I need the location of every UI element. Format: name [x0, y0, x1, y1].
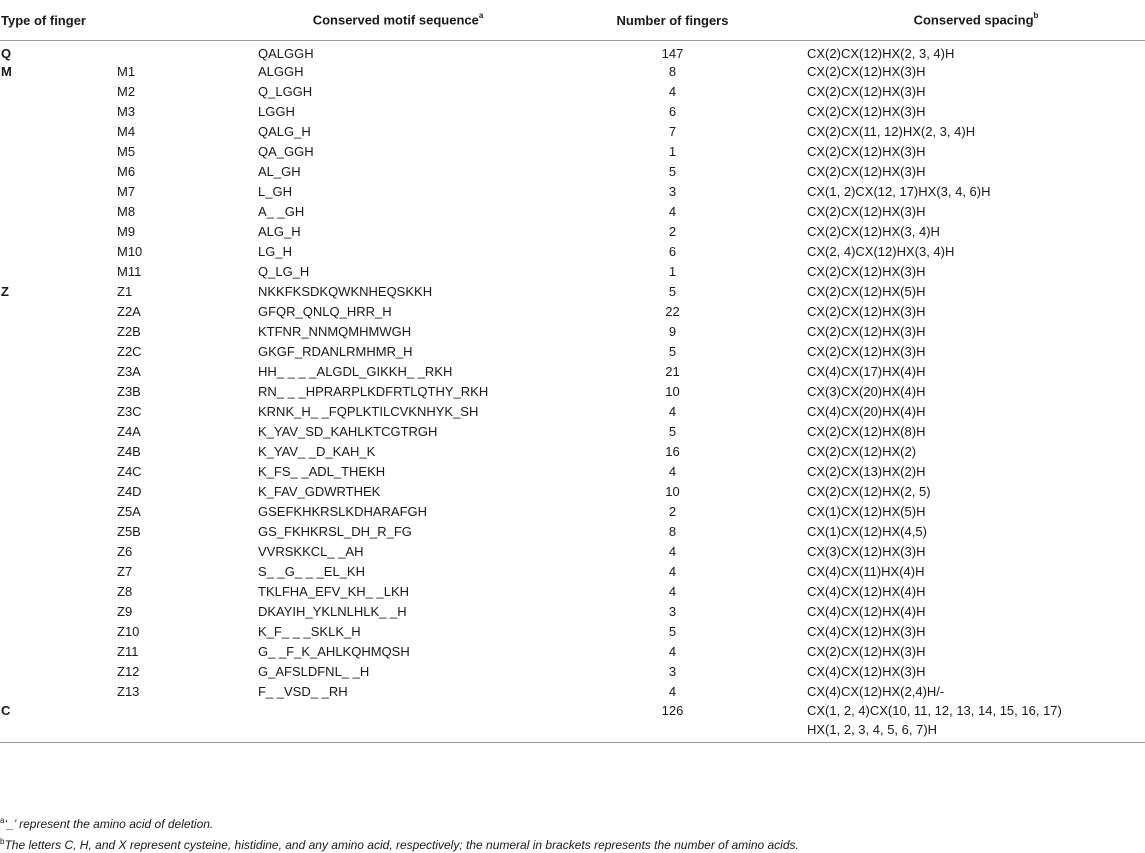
table-row — [0, 441, 1145, 461]
conserved-spacing-cell: CX(1)CX(12)HX(5)H — [807, 503, 926, 519]
number-of-fingers-cell: 21 — [665, 363, 680, 379]
finger-type-cell: M — [1, 63, 12, 79]
finger-type-cell — [0, 201, 117, 221]
conserved-spacing-cell: CX(2, 4)CX(12)HX(3, 4)H — [807, 243, 955, 259]
table-row — [0, 341, 1145, 361]
conserved-spacing-cell: CX(2)CX(11, 12)HX(2, 3, 4)H — [807, 123, 976, 139]
number-of-fingers-cell: 22 — [665, 303, 680, 319]
finger-subtype-cell — [117, 41, 258, 62]
finger-subtype-cell: M7 — [117, 183, 136, 199]
conserved-spacing-cell: CX(4)CX(12)HX(3)H — [807, 623, 926, 639]
conserved-spacing-cell: CX(2)CX(12)HX(3)H — [807, 203, 926, 219]
conserved-spacing-cell: CX(2)CX(12)HX(2, 5) — [807, 483, 931, 499]
table-row — [0, 241, 1145, 261]
conserved-spacing-cell: CX(2)CX(13)HX(2)H — [807, 463, 926, 479]
finger-type-cell — [0, 181, 117, 201]
conserved-spacing-cell: CX(2)CX(12)HX(2) — [807, 443, 917, 459]
motif-sequence-cell: Q_LGGH — [258, 83, 313, 99]
finger-type-cell — [0, 361, 117, 381]
footnote-b-text: The letters C, H, and X represent cysteine, histidine, and any amino acid, respectively; the numeral in brackets represents the number of amino acids. — [4, 838, 799, 852]
finger-type-cell — [0, 441, 117, 461]
finger-type-cell — [0, 341, 117, 361]
motif-sequence-cell: QA_GGH — [258, 143, 314, 159]
finger-subtype-cell: M3 — [117, 103, 136, 119]
finger-subtype-cell: Z3B — [117, 383, 141, 399]
finger-subtype-cell: Z4D — [117, 483, 142, 499]
finger-type-cell — [0, 261, 117, 281]
finger-type-cell — [0, 421, 117, 441]
number-of-fingers-cell: 5 — [668, 623, 677, 639]
number-of-fingers-cell: 4 — [668, 583, 677, 599]
motif-sequence-cell: Q_LG_H — [258, 263, 310, 279]
number-of-fingers-cell: 4 — [668, 643, 677, 659]
finger-type-cell — [0, 661, 117, 681]
finger-subtype-cell: M8 — [117, 203, 136, 219]
table-row — [0, 261, 1145, 281]
number-of-fingers-cell: 7 — [668, 123, 677, 139]
conserved-spacing-cell: CX(2)CX(12)HX(3)H — [807, 323, 926, 339]
finger-type-cell — [0, 681, 117, 701]
table-row — [0, 701, 1145, 720]
conserved-spacing-cell-line1: CX(1, 2, 4)CX(10, 11, 12, 13, 14, 15, 16, 17) — [807, 703, 1062, 718]
motif-sequence-cell: QALGGH — [258, 46, 314, 61]
finger-subtype-cell: M6 — [117, 163, 136, 179]
finger-subtype-cell: M2 — [117, 83, 136, 99]
table-row — [0, 521, 1145, 541]
table-row — [0, 561, 1145, 581]
table-row — [0, 681, 1145, 701]
motif-sequence-cell: AL_GH — [258, 163, 301, 179]
number-of-fingers-cell: 6 — [668, 103, 677, 119]
conserved-spacing-cell: CX(3)CX(20)HX(4)H — [807, 383, 926, 399]
footnote-a — [0, 816, 213, 831]
number-of-fingers-cell: 16 — [665, 443, 680, 459]
conserved-spacing-cell: CX(2)CX(12)HX(5)H — [807, 283, 926, 299]
finger-subtype-cell: Z4C — [117, 463, 142, 479]
table-row — [0, 141, 1145, 161]
finger-type-cell: Q — [1, 46, 12, 61]
number-of-fingers-cell: 4 — [668, 563, 677, 579]
conserved-spacing-cell: CX(3)CX(12)HX(3)H — [807, 543, 926, 559]
motif-sequence-cell: GSEFKHKRSLKDHARAFGH — [258, 503, 428, 519]
motif-sequence-cell: RN_ _ _HPRARPLKDFRTLQTHY_RKH — [258, 383, 489, 399]
finger-subtype-cell — [117, 701, 258, 720]
header-spacer — [117, 0, 258, 41]
table-row — [0, 121, 1145, 141]
motif-sequence-cell: QALG_H — [258, 123, 311, 139]
conserved-spacing-cell: CX(2)CX(12)HX(3)H — [807, 643, 926, 659]
motif-sequence-cell: F_ _VSD_ _RH — [258, 683, 348, 699]
table-row — [0, 641, 1145, 661]
number-of-fingers-cell: 5 — [668, 283, 677, 299]
conserved-spacing-cell: CX(4)CX(12)HX(4)H — [807, 603, 926, 619]
conserved-spacing-cell: CX(1, 2)CX(12, 17)HX(3, 4, 6)H — [807, 183, 991, 199]
finger-type-cell: C — [1, 703, 11, 718]
finger-subtype-cell: Z6 — [117, 543, 133, 559]
conserved-spacing-cell: CX(4)CX(12)HX(2,4)H/- — [807, 683, 945, 699]
conserved-spacing-cell-line2: HX(1, 2, 3, 4, 5, 6, 7)H — [807, 720, 1145, 743]
number-of-fingers-cell: 5 — [668, 423, 677, 439]
empty-cell — [258, 720, 538, 743]
finger-type-cell — [0, 561, 117, 581]
finger-subtype-cell: Z5B — [117, 523, 141, 539]
motif-sequence-cell: K_FAV_GDWRTHEK — [258, 483, 381, 499]
motif-sequence-cell: KTFNR_NNMQMHMWGH — [258, 323, 412, 339]
header-number-of-fingers: Number of fingers — [538, 0, 807, 41]
empty-cell — [538, 720, 807, 743]
finger-subtype-cell: M9 — [117, 223, 136, 239]
conserved-spacing-cell: CX(2)CX(12)HX(8)H — [807, 423, 926, 439]
finger-type-cell — [0, 481, 117, 501]
finger-subtype-cell: Z3A — [117, 363, 141, 379]
footnote-ref-b: b — [1033, 11, 1039, 21]
header-conserved-spacing: Conserved spacing$^b$ — [807, 0, 1145, 41]
finger-type-cell — [0, 641, 117, 661]
motif-sequence-cell: TKLFHA_EFV_KH_ _LKH — [258, 583, 410, 599]
motif-sequence-cell: KRNK_H_ _FQPLKTILCVKNHYK_SH — [258, 403, 479, 419]
conserved-spacing-cell: CX(2)CX(12)HX(3)H — [807, 63, 926, 79]
finger-subtype-cell: Z8 — [117, 583, 133, 599]
conserved-spacing-cell: CX(2)CX(12)HX(3)H — [807, 343, 926, 359]
number-of-fingers-cell: 10 — [665, 483, 680, 499]
number-of-fingers-cell: 10 — [665, 383, 680, 399]
table-row — [0, 321, 1145, 341]
table-body — [0, 41, 1145, 743]
finger-type-cell — [0, 381, 117, 401]
footnote-a-text: ‘_’ represent the amino acid of deletion. — [4, 817, 214, 831]
finger-type-cell — [0, 141, 117, 161]
motif-sequence-cell: ALGGH — [258, 63, 304, 79]
motif-sequence-cell: K_YAV_SD_KAHLKTCGTRGH — [258, 423, 438, 439]
finger-type-cell — [0, 81, 117, 101]
table-row — [0, 101, 1145, 121]
header-conserved-motif: Conserved motif sequence$^a$ — [258, 0, 538, 41]
finger-subtype-cell: Z7 — [117, 563, 133, 579]
finger-type-cell — [0, 541, 117, 561]
motif-sequence-cell: HH_ _ _ _ALGDL_GIKKH_ _RKH — [258, 363, 453, 379]
footnote-a-mark: a — [0, 816, 5, 825]
motif-sequence-cell: G_AFSLDFNL_ _H — [258, 663, 370, 679]
finger-subtype-cell: Z9 — [117, 603, 133, 619]
number-of-fingers-cell: 3 — [668, 663, 677, 679]
footnote-b — [0, 837, 799, 852]
conserved-spacing-cell: CX(4)CX(12)HX(4)H — [807, 583, 926, 599]
finger-subtype-cell: Z11 — [117, 643, 139, 659]
table-row — [0, 201, 1145, 221]
table-row — [0, 221, 1145, 241]
finger-subtype-cell: Z4B — [117, 443, 141, 459]
finger-subtype-cell: M5 — [117, 143, 136, 159]
number-of-fingers-cell: 8 — [668, 523, 677, 539]
footnote-ref-a: a — [478, 11, 484, 21]
conserved-spacing-cell: CX(4)CX(12)HX(3)H — [807, 663, 926, 679]
finger-subtype-cell: M11 — [117, 263, 142, 279]
number-of-fingers-cell: 1 — [668, 143, 677, 159]
finger-subtype-cell: Z2C — [117, 343, 142, 359]
table-row — [0, 481, 1145, 501]
motif-sequence-cell: LGGH — [258, 103, 295, 119]
motif-sequence-cell: GS_FKHKRSL_DH_R_FG — [258, 523, 412, 539]
number-of-fingers-cell: 4 — [668, 83, 677, 99]
number-of-fingers-cell: 5 — [668, 343, 677, 359]
motif-sequence-cell: K_YAV_ _D_KAH_K — [258, 443, 376, 459]
table-row — [0, 421, 1145, 441]
table-row — [0, 401, 1145, 421]
finger-subtype-cell: Z13 — [117, 683, 140, 699]
table-row — [0, 621, 1145, 641]
number-of-fingers-cell: 4 — [668, 543, 677, 559]
motif-sequence-cell: NKKFKSDKQWKNHEQSKKH — [258, 283, 433, 299]
table-row — [0, 61, 1145, 81]
number-of-fingers-cell: 126 — [661, 703, 684, 718]
finger-type-cell — [0, 301, 117, 321]
motif-sequence-cell: LG_H — [258, 243, 292, 259]
number-of-fingers-cell: 9 — [668, 323, 677, 339]
finger-subtype-cell: M10 — [117, 243, 143, 259]
conserved-spacing-cell: CX(1)CX(12)HX(4,5) — [807, 523, 927, 539]
motif-sequence-cell: K_FS_ _ADL_THEKH — [258, 463, 386, 479]
table-row-continuation — [0, 720, 1145, 743]
motif-sequence-cell: VVRSKKCL_ _AH — [258, 543, 364, 559]
conserved-spacing-cell: CX(2)CX(12)HX(3)H — [807, 303, 926, 319]
finger-type-cell — [0, 401, 117, 421]
table-row — [0, 381, 1145, 401]
table-row — [0, 41, 1145, 62]
finger-type-cell — [0, 161, 117, 181]
finger-subtype-cell: Z12 — [117, 663, 140, 679]
finger-type-cell — [0, 321, 117, 341]
table-row — [0, 501, 1145, 521]
finger-type-cell — [0, 461, 117, 481]
finger-subtype-cell: Z1 — [117, 283, 133, 299]
number-of-fingers-cell: 2 — [668, 223, 677, 239]
finger-subtype-cell: Z2B — [117, 323, 141, 339]
finger-type-cell — [0, 581, 117, 601]
finger-type-cell: Z — [1, 283, 9, 299]
table-row — [0, 181, 1145, 201]
empty-cell — [0, 720, 117, 743]
conserved-spacing-cell: CX(4)CX(17)HX(4)H — [807, 363, 926, 379]
motif-sequence-cell: GKGF_RDANLRMHMR_H — [258, 343, 413, 359]
number-of-fingers-cell: 6 — [668, 243, 677, 259]
number-of-fingers-cell: 3 — [668, 183, 677, 199]
finger-subtype-cell: Z10 — [117, 623, 140, 639]
table-row — [0, 301, 1145, 321]
table-row — [0, 161, 1145, 181]
number-of-fingers-cell: 147 — [661, 46, 684, 61]
number-of-fingers-cell: 1 — [668, 263, 677, 279]
number-of-fingers-cell: 4 — [668, 203, 677, 219]
number-of-fingers-cell: 4 — [668, 403, 677, 419]
conserved-spacing-cell: CX(2)CX(12)HX(3)H — [807, 83, 926, 99]
finger-type-cell — [0, 121, 117, 141]
finger-type-cell — [0, 221, 117, 241]
finger-subtype-cell: Z5A — [117, 503, 141, 519]
table-row — [0, 581, 1145, 601]
motif-sequence-cell: ALG_H — [258, 223, 301, 239]
motif-sequence-cell — [258, 701, 538, 720]
motif-sequence-cell: A_ _GH — [258, 203, 305, 219]
motif-sequence-cell: GFQR_QNLQ_HRR_H — [258, 303, 392, 319]
motif-sequence-cell: S_ _G_ _ _EL_KH — [258, 563, 365, 579]
table-row — [0, 81, 1145, 101]
empty-cell — [117, 720, 258, 743]
number-of-fingers-cell: 4 — [668, 463, 677, 479]
finger-subtype-cell: Z4A — [117, 423, 141, 439]
table-row — [0, 541, 1145, 561]
table-row — [0, 661, 1145, 681]
table-row — [0, 281, 1145, 301]
motif-sequence-cell: K_F_ _ _SKLK_H — [258, 623, 361, 639]
conserved-spacing-cell: CX(2)CX(12)HX(3)H — [807, 103, 926, 119]
table-row — [0, 361, 1145, 381]
number-of-fingers-cell: 2 — [668, 503, 677, 519]
finger-type-cell — [0, 241, 117, 261]
motif-sequence-cell: L_GH — [258, 183, 292, 199]
finger-subtype-cell: Z3C — [117, 403, 142, 419]
finger-subtype-cell: Z2A — [117, 303, 141, 319]
number-of-fingers-cell: 5 — [668, 163, 677, 179]
finger-type-cell — [0, 601, 117, 621]
number-of-fingers-cell: 4 — [668, 683, 677, 699]
table-row — [0, 461, 1145, 481]
header-type-of-finger: Type of finger — [0, 0, 117, 41]
finger-type-cell — [0, 521, 117, 541]
finger-type-cell — [0, 501, 117, 521]
header-row — [0, 0, 1145, 41]
number-of-fingers-cell: 8 — [668, 63, 677, 79]
conserved-spacing-cell: CX(2)CX(12)HX(2, 3, 4)H — [807, 46, 955, 61]
conserved-spacing-cell: CX(2)CX(12)HX(3)H — [807, 143, 926, 159]
finger-subtype-cell: M1 — [117, 63, 136, 79]
footnote-b-mark: b — [0, 837, 5, 846]
finger-type-cell — [0, 621, 117, 641]
motif-sequence-cell: G_ _F_K_AHLKQHMQSH — [258, 643, 410, 659]
motif-sequence-cell: DKAYIH_YKLNLHLK_ _H — [258, 603, 407, 619]
conserved-spacing-cell: CX(2)CX(12)HX(3)H — [807, 163, 926, 179]
table-row — [0, 601, 1145, 621]
number-of-fingers-cell: 3 — [668, 603, 677, 619]
conserved-spacing-cell: CX(4)CX(20)HX(4)H — [807, 403, 926, 419]
conserved-spacing-cell: CX(2)CX(12)HX(3, 4)H — [807, 223, 940, 239]
finger-type-cell — [0, 101, 117, 121]
conserved-spacing-cell: CX(4)CX(11)HX(4)H — [807, 563, 925, 579]
conserved-spacing-cell: CX(2)CX(12)HX(3)H — [807, 263, 926, 279]
finger-subtype-cell: M4 — [117, 123, 136, 139]
